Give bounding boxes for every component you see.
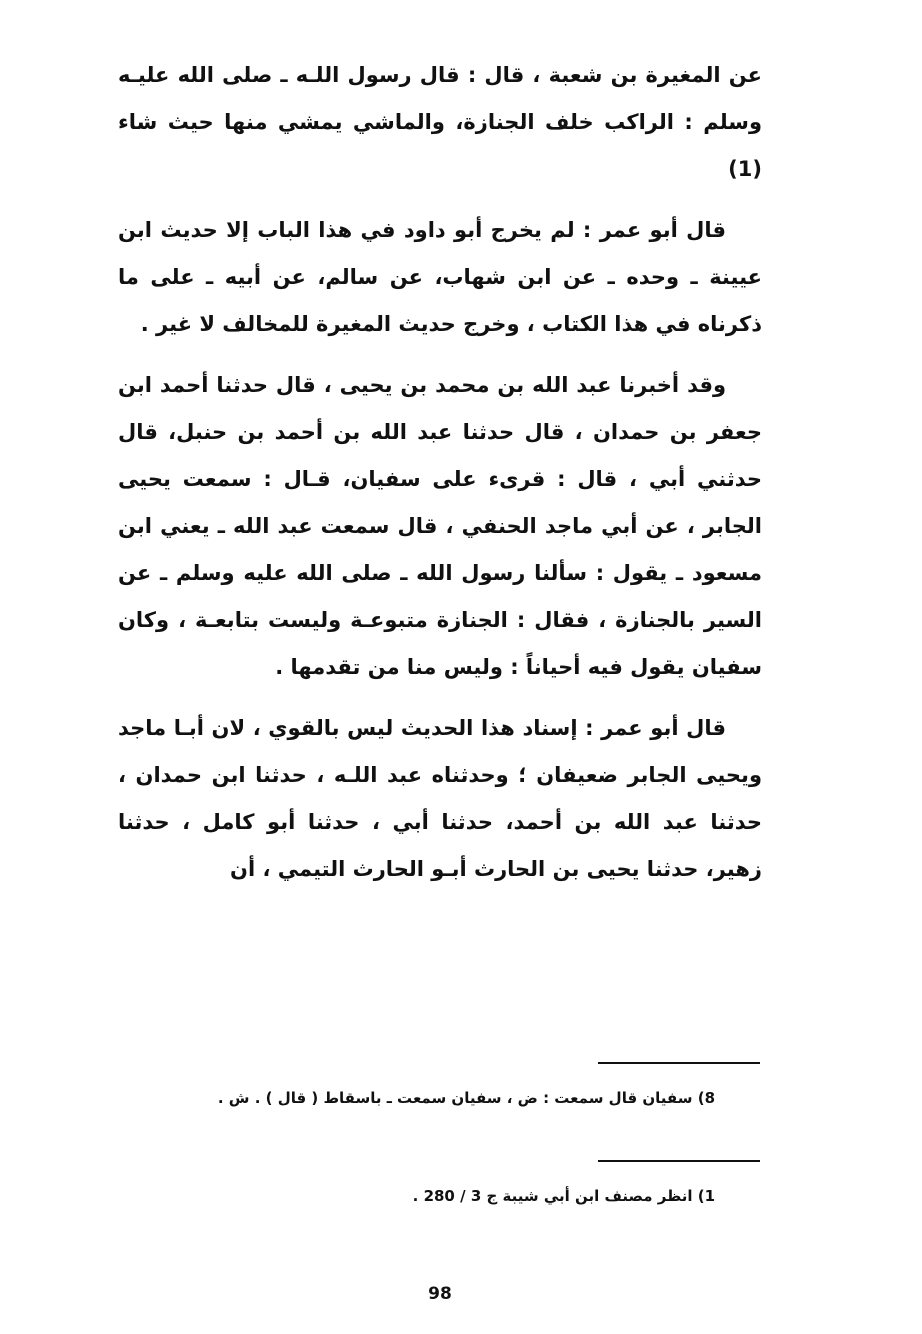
footnote-source-reference: 1) انظر مصنف ابن أبي شيبة ج 3 / 280 . xyxy=(412,1187,715,1205)
paragraph-abu-umar-comment-2: قال أبو عمر : إسناد هذا الحديث ليس بالقوي ، لان أبـا ماجد ويحيى الجابر ضعيفان ؛ وحدثناه عبد اللـه ، حدثنا ابن حمدان ، حدثنا عبد الله بن أحمد، حدثنا أبي ، حدثنا أبو كامل ، حدثنا زهير، حدثنا يحيى بن الحارث أبـو الحارث التيمي ، أن xyxy=(118,716,762,881)
footnote-variant-reading: 8) سفيان قال سمعت : ض ، سفيان سمعت ـ باسقاط ( قال ) . ش . xyxy=(217,1089,715,1107)
main-text xyxy=(118,52,762,907)
page-number: 98 xyxy=(428,1284,452,1304)
footnote-divider-1 xyxy=(598,1062,760,1064)
footnote-divider-2 xyxy=(598,1160,760,1162)
paragraph-hadith-mughira: عن المغيرة بن شعبة ، قال : قال رسول اللـه ـ صلى الله عليـه وسلم : الراكب خلف الجنازة، والماشي يمشي منها حيث شاء (1) xyxy=(118,63,762,181)
paragraph-isnad-abdullah: وقد أخبرنا عبد الله بن محمد بن يحيى ، قال حدثنا أحمد ابن جعفر بن حمدان ، قال حدثنا عبد الله بن أحمد بن حنبل، قال حدثني أبي ، قال : قرىء على سفيان، قـال : سمعت يحيى الجابر ، عن أبي ماجد الحنفي ، قال سمعت عبد الله ـ يعني ابن مسعود ـ يقول : سألنا رسول الله ـ صلى الله عليه وسلم ـ عن السير بالجنازة ، فقال : الجنازة متبوعـة وليست بتابعـة ، وكان سفيان يقول فيه أحياناً : وليس منا من تقدمها . xyxy=(118,373,762,679)
paragraph-abu-umar-comment-1: قال أبو عمر : لم يخرج أبو داود في هذا الباب إلا حديث ابن عيينة ـ وحده ـ عن ابن شهاب، عن سالم، عن أبيه ـ على ما ذكرناه في هذا الكتاب ، وخرج حديث المغيرة للمخالف لا غير . xyxy=(118,218,762,336)
